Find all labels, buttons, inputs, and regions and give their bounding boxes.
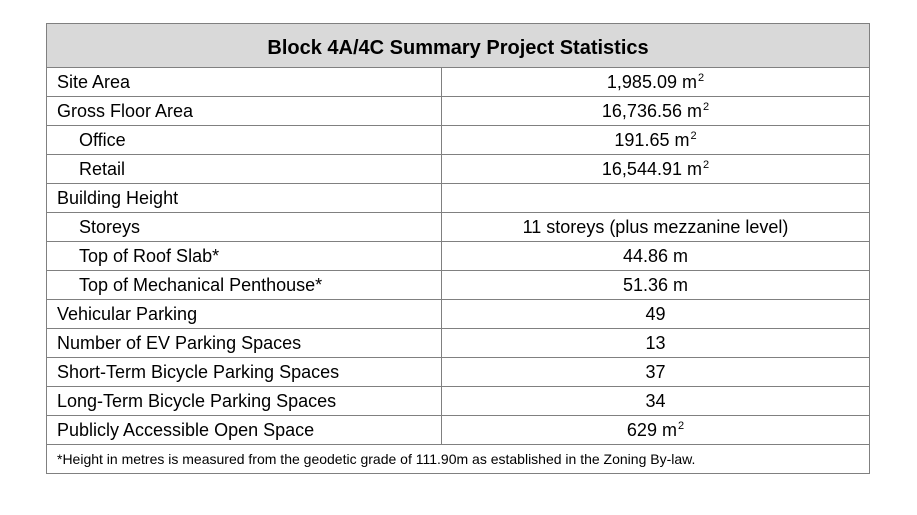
row-value-short-term-bicycle-parking: 37 — [442, 358, 870, 387]
row-label-gross-floor-area: Gross Floor Area — [47, 97, 442, 126]
row-value-gross-floor-area: 16,736.56 $m^2$ — [442, 97, 870, 126]
table-row — [47, 97, 870, 126]
row-value-retail: 16,544.91 $m^2$ — [442, 155, 870, 184]
table-row — [47, 155, 870, 184]
row-label-storeys: Storeys — [47, 213, 442, 242]
row-value-storeys: 11 storeys (plus mezzanine level) — [442, 213, 870, 242]
row-label-office: Office — [47, 126, 442, 155]
table-title: Block 4A/4C Summary Project Statistics — [47, 24, 870, 68]
row-value-office: 191.65 $m^2$ — [442, 126, 870, 155]
row-value-vehicular-parking: 49 — [442, 300, 870, 329]
row-value-open-space: 629 $m^2$ — [442, 416, 870, 445]
row-value-site-area: 1,985.09 $m^2$ — [442, 68, 870, 97]
row-label-top-of-roof-slab: Top of Roof Slab* — [47, 242, 442, 271]
row-value-building-height — [442, 184, 870, 213]
row-value-ev-parking-spaces: 13 — [442, 329, 870, 358]
table-row — [47, 358, 870, 387]
table-row — [47, 271, 870, 300]
row-label-building-height: Building Height — [47, 184, 442, 213]
table-row — [47, 126, 870, 155]
row-value-long-term-bicycle-parking: 34 — [442, 387, 870, 416]
table-row — [47, 242, 870, 271]
row-label-retail: Retail — [47, 155, 442, 184]
table-row — [47, 68, 870, 97]
row-label-site-area: Site Area — [47, 68, 442, 97]
table-row — [47, 184, 870, 213]
row-label-open-space: Publicly Accessible Open Space — [47, 416, 442, 445]
table-row — [47, 329, 870, 358]
project-statistics-table — [46, 23, 870, 474]
table-row — [47, 213, 870, 242]
footnote: *Height in metres is measured from the geodetic grade of 111.90m as established in the Zoning By-law. — [47, 445, 870, 474]
footnote-row — [47, 445, 870, 474]
row-label-short-term-bicycle-parking: Short-Term Bicycle Parking Spaces — [47, 358, 442, 387]
table-row — [47, 416, 870, 445]
row-label-vehicular-parking: Vehicular Parking — [47, 300, 442, 329]
table-title-row — [47, 24, 870, 68]
row-label-top-of-mechanical-penthouse: Top of Mechanical Penthouse* — [47, 271, 442, 300]
table-row — [47, 387, 870, 416]
table-row — [47, 300, 870, 329]
row-value-top-of-mechanical-penthouse: 51.36 m — [442, 271, 870, 300]
row-value-top-of-roof-slab: 44.86 m — [442, 242, 870, 271]
row-label-long-term-bicycle-parking: Long-Term Bicycle Parking Spaces — [47, 387, 442, 416]
row-label-ev-parking-spaces: Number of EV Parking Spaces — [47, 329, 442, 358]
